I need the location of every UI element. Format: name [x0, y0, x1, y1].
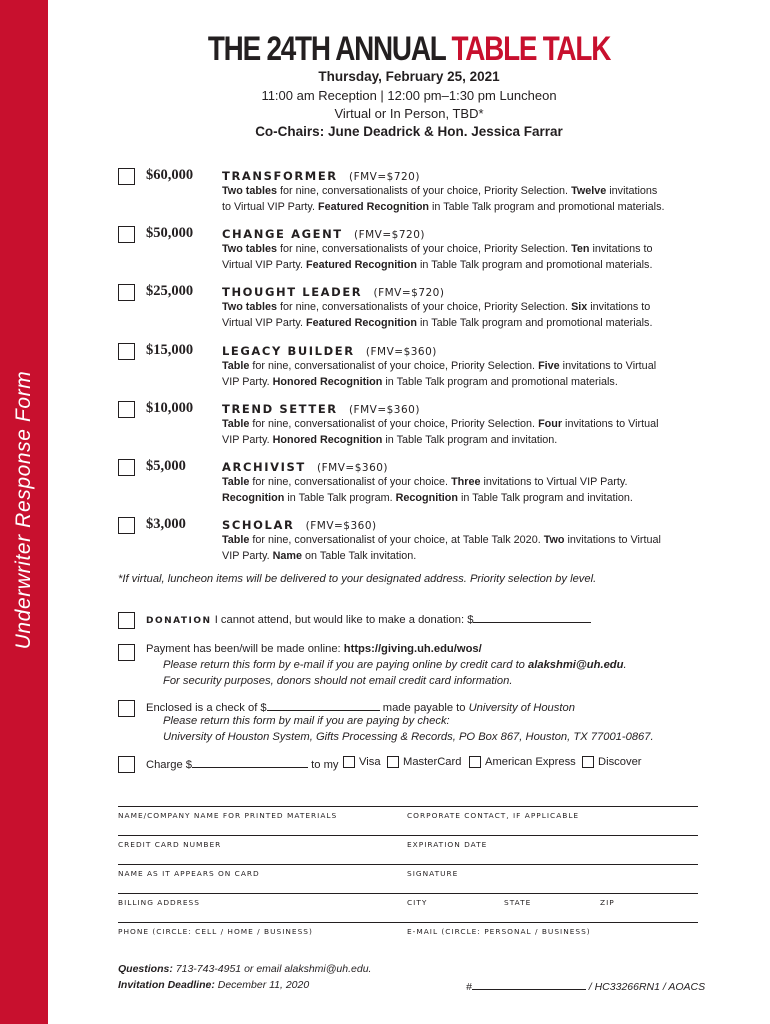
level-description [222, 475, 697, 506]
level-title: CHANGE AGENT [222, 227, 343, 241]
level-fmv: (FMV=$720) [353, 229, 425, 241]
description-segment: for nine, conversationalists of your choice, Priority Selection. [277, 301, 572, 313]
check-prefix: Enclosed is a check of $ [146, 702, 267, 714]
level-name [222, 169, 420, 183]
level-amount: $3,000 [146, 516, 186, 532]
level-checkbox[interactable] [118, 343, 135, 360]
description-segment: invitations to Virtual VIP Party. [480, 476, 628, 488]
charge-prefix: Charge $ [146, 759, 193, 771]
description-segment: Honored Recognition [272, 375, 383, 388]
level-description-line [222, 533, 697, 549]
code-text: / HC33266RN1 / AOACS [585, 981, 706, 993]
description-segment: Featured Recognition [306, 316, 417, 329]
description-segment: invitations to Virtual [559, 360, 657, 372]
level-title: TREND SETTER [222, 402, 338, 416]
expiration-date-field[interactable]: EXPIRATION DATE [407, 840, 488, 849]
description-segment: Honored Recognition [272, 433, 383, 446]
page-title [113, 30, 705, 69]
title-part-2: TABLE TALK [451, 30, 611, 68]
email-field[interactable]: E-MAIL (CIRCLE: PERSONAL / BUSINESS) [407, 927, 591, 936]
description-segment: in Table Talk program and promotional materials. [417, 258, 653, 271]
donation-text: I cannot attend, but would like to make a donation: $ [211, 614, 474, 626]
level-name [222, 285, 444, 299]
description-segment: invitations to [589, 243, 653, 255]
level-fmv: (FMV=$720) [373, 287, 445, 299]
description-segment: Featured Recognition [318, 200, 430, 213]
description-segment: invitations [606, 185, 658, 197]
code-number-field[interactable] [472, 979, 586, 990]
description-segment: Ten [571, 243, 590, 255]
description-segment: Six [571, 301, 588, 313]
level-amount: $15,000 [146, 342, 194, 358]
amex-checkbox[interactable] [469, 756, 481, 768]
check-amount-field[interactable] [267, 699, 380, 711]
level-checkbox[interactable] [118, 401, 135, 418]
check-note-1: Please return this form by mail if you are paying by check: [163, 715, 450, 727]
online-note-1 [163, 659, 627, 671]
level-title: ARCHIVIST [222, 460, 306, 474]
corporate-contact-field[interactable]: CORPORATE CONTACT, IF APPLICABLE [407, 811, 580, 820]
description-segment: Table [222, 418, 250, 430]
description-segment: Recognition [395, 491, 459, 504]
level-description-line [222, 433, 697, 449]
level-description-line [222, 242, 697, 258]
credit-card-number-field[interactable]: CREDIT CARD NUMBER [118, 840, 222, 849]
description-segment: for nine, conversationalist of your choice, at Table Talk 2020. [249, 534, 544, 546]
check-mid: made payable to [379, 702, 469, 714]
online-payment-line [146, 643, 482, 655]
check-payment-line [146, 699, 575, 714]
level-checkbox[interactable] [118, 459, 135, 476]
event-cochairs: Co-Chairs: June Deadrick & Hon. Jessica Farrar [255, 124, 563, 139]
donation-label: DONATION [146, 616, 212, 626]
description-segment: invitations to Virtual [564, 534, 661, 546]
charge-checkbox[interactable] [118, 756, 135, 773]
description-segment: invitations to Virtual [562, 418, 659, 430]
field-rule-5 [118, 922, 698, 923]
online-note-1-email[interactable]: alakshmi@uh.edu [528, 659, 624, 671]
level-name [222, 402, 420, 416]
description-segment: Name [272, 549, 303, 562]
description-segment: Table [222, 476, 250, 488]
state-field[interactable]: STATE [504, 898, 532, 907]
mastercard-checkbox[interactable] [387, 756, 399, 768]
level-description [222, 533, 697, 564]
check-note-2: University of Houston System, Gifts Processing & Records, PO Box 867, Houston, TX 77001-0867. [163, 731, 654, 743]
description-segment: VIP Party. [222, 433, 273, 446]
description-segment: Virtual VIP Party. [222, 316, 307, 329]
level-fmv: (FMV=$360) [365, 346, 437, 358]
level-description-line [222, 491, 697, 507]
event-time: 11:00 am Reception | 12:00 pm–1:30 pm Luncheon [261, 88, 557, 103]
level-description-line [222, 375, 697, 391]
zip-field[interactable]: ZIP [600, 898, 615, 907]
level-fmv: (FMV=$720) [348, 171, 420, 183]
level-amount: $25,000 [146, 283, 194, 299]
questions-text: 713-743-4951 or email alakshmi@uh.edu. [172, 963, 372, 975]
event-venue: Virtual or In Person, TBD* [334, 106, 484, 121]
event-date: Thursday, February 25, 2021 [318, 69, 500, 84]
description-segment: Virtual VIP Party. [222, 258, 307, 271]
field-rule-4 [118, 893, 698, 894]
level-description-line [222, 184, 697, 200]
side-label: Underwriter Response Form [12, 370, 35, 650]
level-description-line [222, 258, 697, 274]
description-segment: for nine, conversationalist of your choice. [249, 476, 452, 488]
online-payment-checkbox[interactable] [118, 644, 135, 661]
level-checkbox[interactable] [118, 168, 135, 185]
level-name [222, 227, 425, 241]
description-segment: in Table Talk program and invitation. [382, 433, 558, 446]
amex-label: American Express [485, 756, 576, 768]
name-company-field[interactable]: NAME/COMPANY NAME FOR PRINTED MATERIALS [118, 811, 338, 820]
description-segment: VIP Party. [222, 549, 273, 562]
level-description [222, 359, 697, 390]
donation-line [146, 611, 591, 626]
field-rule-2 [118, 835, 698, 836]
billing-address-field[interactable]: BILLING ADDRESS [118, 898, 200, 907]
level-description-line [222, 200, 697, 216]
questions-line [118, 963, 371, 975]
level-description-line [222, 475, 697, 491]
charge-amount-field[interactable] [192, 756, 308, 768]
code-hash: # [466, 981, 472, 993]
online-url[interactable]: https://giving.uh.edu/wos/ [343, 643, 482, 655]
red-sidebar [0, 0, 48, 1024]
city-field[interactable]: CITY [407, 898, 428, 907]
deadline-text: December 11, 2020 [214, 979, 310, 991]
online-prefix: Payment has been/will be made online: [146, 643, 344, 655]
deadline-label: Invitation Deadline: [118, 979, 215, 991]
description-segment: VIP Party. [222, 375, 273, 388]
description-segment: Two tables [222, 243, 277, 255]
online-note-1-text: Please return this form by e-mail if you are paying online by credit card to [163, 659, 529, 671]
description-segment: Table [222, 360, 250, 372]
title-part-1: THE 24TH ANNUAL [207, 30, 452, 68]
level-description-line [222, 549, 697, 565]
field-rule-3 [118, 864, 698, 865]
level-description-line [222, 417, 697, 433]
description-segment: on Table Talk invitation. [302, 549, 417, 562]
level-amount: $60,000 [146, 167, 194, 183]
phone-field[interactable]: PHONE (CIRCLE: CELL / HOME / BUSINESS) [118, 927, 313, 936]
level-fmv: (FMV=$360) [305, 520, 377, 532]
level-name [222, 344, 437, 358]
description-segment: for nine, conversationalist of your choice, Priority Selection. [249, 360, 539, 372]
mastercard-label: MasterCard [403, 756, 462, 768]
level-checkbox[interactable] [118, 517, 135, 534]
questions-label: Questions: [118, 963, 173, 975]
field-rule-1 [118, 806, 698, 807]
level-fmv: (FMV=$360) [317, 462, 389, 474]
description-segment: for nine, conversationalists of your choice, Priority Selection. [277, 243, 572, 255]
deadline-line [118, 979, 309, 991]
level-description-line [222, 300, 697, 316]
description-segment: in Table Talk program. [284, 491, 396, 504]
online-note-1-suffix: . [623, 659, 627, 671]
charge-line [146, 756, 339, 771]
description-segment: Two tables [222, 301, 277, 313]
discover-checkbox[interactable] [582, 756, 594, 768]
description-segment: Four [538, 418, 563, 430]
description-segment: for nine, conversationalists of your choice, Priority Selection. [277, 185, 572, 197]
online-note-2: For security purposes, donors should not email credit card information. [163, 675, 513, 687]
level-title: LEGACY BUILDER [222, 344, 355, 358]
discover-label: Discover [598, 756, 642, 768]
description-segment: to Virtual VIP Party. [222, 200, 319, 213]
name-on-card-field[interactable]: NAME AS IT APPEARS ON CARD [118, 869, 260, 878]
description-segment: Two [543, 534, 565, 546]
level-checkbox[interactable] [118, 284, 135, 301]
donation-checkbox[interactable] [118, 612, 135, 629]
description-segment: in Table Talk program and invitation. [458, 491, 633, 504]
description-segment: for nine, conversationalist of your choice, Priority Selection. [249, 418, 539, 430]
donation-amount-field[interactable] [473, 611, 591, 623]
signature-field[interactable]: SIGNATURE [407, 869, 459, 878]
virtual-note: *If virtual, luncheon items will be delivered to your designated address. Priority selection by level. [118, 573, 597, 585]
description-segment: in Table Talk program and promotional materials. [382, 375, 618, 388]
level-description [222, 417, 697, 448]
form-code [466, 979, 705, 993]
level-description [222, 300, 697, 331]
description-segment: invitations to [587, 301, 651, 313]
check-payee: University of Houston [468, 702, 575, 714]
level-description-line [222, 359, 697, 375]
level-title: SCHOLAR [222, 518, 295, 532]
description-segment: in Table Talk program and promotional materials. [417, 316, 653, 329]
visa-label: Visa [359, 756, 381, 768]
description-segment: Twelve [571, 185, 607, 197]
visa-checkbox[interactable] [343, 756, 355, 768]
description-segment: Three [451, 476, 481, 488]
description-segment: Two tables [222, 185, 277, 197]
level-checkbox[interactable] [118, 226, 135, 243]
level-fmv: (FMV=$360) [348, 404, 420, 416]
level-amount: $5,000 [146, 458, 186, 474]
description-segment: in Table Talk program and promotional materials. [429, 200, 665, 213]
description-segment: Table [222, 534, 250, 546]
description-segment: Five [538, 360, 560, 372]
charge-to-my: to my [308, 759, 339, 771]
level-description-line [222, 316, 697, 332]
level-amount: $10,000 [146, 400, 194, 416]
level-title: TRANSFORMER [222, 169, 338, 183]
level-description [222, 242, 697, 273]
level-name [222, 460, 388, 474]
description-segment: Recognition [222, 491, 285, 504]
level-description [222, 184, 697, 215]
level-name [222, 518, 377, 532]
level-title: THOUGHT LEADER [222, 285, 363, 299]
level-amount: $50,000 [146, 225, 194, 241]
description-segment: Featured Recognition [306, 258, 417, 271]
check-payment-checkbox[interactable] [118, 700, 135, 717]
